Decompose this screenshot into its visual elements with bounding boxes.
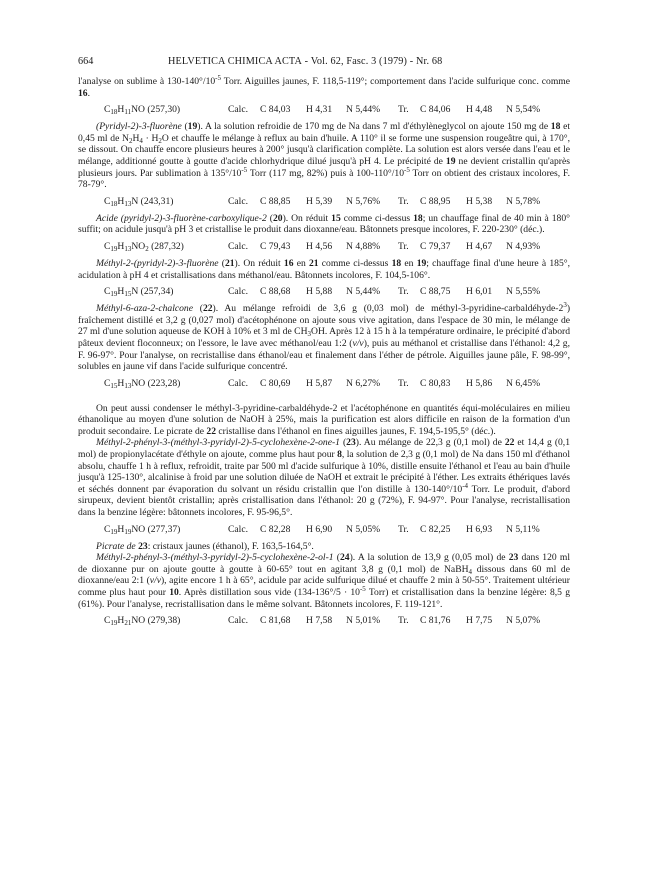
analysis-formula: $C_{19}H_{21}NO$ (279,38)	[104, 615, 181, 628]
paragraph-gap	[78, 395, 570, 403]
h-found-value: H 5,86	[466, 377, 493, 389]
calc-label: Calc.	[228, 615, 248, 627]
found-label: Tr.	[398, 286, 409, 298]
n-calc-value: N 5,05%	[346, 523, 381, 535]
n-calc-value: N 5,44%	[346, 104, 381, 116]
c-found-value: C 84,06	[420, 104, 451, 116]
c-calc-value: C 80,69	[260, 377, 291, 389]
c-calc-value: C 81,68	[260, 615, 291, 627]
n-calc-value: N 5,01%	[346, 615, 381, 627]
paragraph-compound-20: Acide (pyridyl-2)-3-fluorène-carboxylique-2 (20). On réduit 15 comme ci-dessus 18; un chauffage final de 40 min à 180° suffit; on acidule jusqu'à pH 3 et cristallise le produit dans dioxanne/eau. Bâtonnets presque incolores, F. 220-230° (déc.).	[78, 212, 570, 236]
c-calc-value: C 82,28	[260, 523, 291, 535]
c-calc-value: C 84,03	[260, 104, 291, 116]
c-found-value: C 88,95	[420, 195, 451, 207]
calc-label: Calc.	[228, 240, 248, 252]
paragraph-compound-22: Méthyl-6-aza-2-chalcone (22). Au mélange refroidi de 3,6 g (0,03 mol) de méthyl-$3-pyridine-carbaldéhyde-2^3$) fraîchement distillé et 3,2 g (0,027 mol) d'acétophénone on ajoute sous vive agitation, dans l'espace de 30 min, le mélange de 27 ml d'une solution aqueuse de KOH à 10% et 3 ml de $CH_3OH$. Après 12 à 15 h à la température ordinaire, le précipité d'abord pâteux devient floconneux; on l'essore, le lave avec méthanol/eau 1:2 (v/v), puis au méthanol et cristallise dans l'éthanol: 4,2 g, F. 96-97°. Pour l'analyse, on recristallise dans éthanol/eau et finalement dans l'éther de pétrole. Aiguilles jaune pâle, F. 98-99°, solubles en jaune vif dans l'acide sulfurique concentré.	[78, 301, 571, 373]
analysis-formula: $C_{19}H_{13}NO_2$ (287,32)	[104, 240, 184, 253]
analysis-formula: $C_{19}H_{15}N$ (257,34)	[104, 286, 174, 299]
analysis-line	[78, 378, 570, 390]
n-found-value: N 5,07%	[506, 615, 541, 627]
analysis-formula: $C_{15}H_{13}NO$ (223,28)	[104, 377, 181, 390]
h-calc-value: H 6,90	[306, 523, 333, 535]
running-head	[168, 55, 442, 69]
analysis-line	[78, 104, 570, 116]
n-found-value: N 5,54%	[506, 104, 541, 116]
c-calc-value: C 88,68	[260, 286, 291, 298]
h-found-value: H 4,67	[466, 240, 493, 252]
h-calc-value: H 7,58	[306, 615, 333, 627]
analysis-line	[78, 241, 570, 253]
calc-label: Calc.	[228, 104, 248, 116]
analysis-line	[78, 524, 570, 536]
c-calc-value: C 79,43	[260, 240, 291, 252]
page-header	[78, 55, 570, 69]
c-found-value: C 82,25	[420, 523, 451, 535]
volume-info: - Vol. 62, Fasc. 3 (1979) - Nr. 68	[301, 56, 443, 67]
n-found-value: N 5,78%	[506, 195, 541, 207]
found-label: Tr.	[398, 104, 409, 116]
h-found-value: H 4,48	[466, 104, 493, 116]
n-found-value: N 5,11%	[506, 523, 540, 535]
paragraph-compound-24: Méthyl-2-phényl-3-(méthyl-3-pyridyl-2)-5-cyclohexène-2-ol-1 (24). A la solution de 13,9 g (0,05 mol) de 23 dans 120 ml de dioxanne pur on ajoute goutte à goutte à 60-65° tout en agitant 3,8 g (0,1 mol) de NaBH$_4$ dissous dans 60 ml de dioxanne/eau 2:1 (v/v), agite encore 1 h à 65°, acidule par acide sulfurique dilué et chauffe 2 min à 50-55°. Traitement ultérieur comme plus haut pour 10. Après distillation sous vide ($134-136^\circ/5 \cdot 10^{-5}$ Torr) et cristallisation dans la benzine légère: 8,5 g (61%). Pour l'analyse, recristallisation dans le même solvant. Bâtonnets incolores, F. 119-121°.	[78, 552, 571, 610]
paragraph-alternative-condensation: On peut aussi condenser le méthyl-3-pyridine-carbaldéhyde-2 et l'acétophénone en quantités équi-moléculaires en milieu éthanolique au moyen d'une solution de NaOH à 25%, mais la purification est alors difficile en raison de la formation d'un produit secondaire. Le picrate de 22 cristallise dans l'éthanol en fines aiguilles jaunes, F. 194,5-195,5° (déc.).	[78, 402, 570, 437]
n-found-value: N 5,55%	[506, 286, 541, 298]
n-found-value: N 6,45%	[506, 377, 541, 389]
h-found-value: H 7,75	[466, 615, 493, 627]
calc-label: Calc.	[228, 195, 248, 207]
analysis-formula: $C_{18}H_{11}NO$ (257,30)	[104, 104, 181, 117]
analysis-line	[78, 196, 570, 208]
n-calc-value: N 5,44%	[346, 286, 381, 298]
article-body	[78, 76, 570, 632]
h-calc-value: H 4,56	[306, 240, 333, 252]
paragraph-picrate-23: Picrate de 23: cristaux jaunes (éthanol), F. 163,5-164,5°.	[96, 540, 314, 552]
n-calc-value: N 4,88%	[346, 240, 381, 252]
analysis-formula: $C_{18}H_{13}N$ (243,31)	[104, 195, 174, 208]
journal-title: HELVETICA CHIMICA ACTA	[168, 56, 302, 67]
h-calc-value: H 4,31	[306, 104, 333, 116]
c-found-value: C 79,37	[420, 240, 451, 252]
h-found-value: H 6,01	[466, 286, 493, 298]
h-found-value: H 5,38	[466, 195, 493, 207]
calc-label: Calc.	[228, 377, 248, 389]
analysis-line	[78, 286, 570, 298]
c-calc-value: C 88,85	[260, 195, 291, 207]
n-calc-value: N 5,76%	[346, 195, 381, 207]
n-calc-value: N 6,27%	[346, 377, 381, 389]
analysis-formula: $C_{19}H_{19}NO$ (277,37)	[104, 523, 181, 536]
found-label: Tr.	[398, 377, 409, 389]
n-found-value: N 4,93%	[506, 240, 541, 252]
h-calc-value: H 5,87	[306, 377, 333, 389]
paragraph-compound-19: (Pyridyl-2)-3-fluorène (19). A la solution refroidie de 170 mg de Na dans 7 ml d'éthylèneglycol on ajoute 150 mg de 18 et 0,45 ml de $N_2H_4 \cdot H_2O$ et chauffe le mélange à reflux au bain d'huile. A 110° il se forme une suspension rougeâtre qui, à 170°, se dissout. On chauffe encore plusieurs heures à 200° jusqu'à clarification complète. La solution est alors versée dans l'eau et le mélange, additionné goutte à goutte d'acide chlorhydrique dilué jusqu'à pH 4. Le précipité de 19 ne devient cristallin qu'après plusieurs jours. Par sublimation à $135^\circ/10^{-5}$ Torr (117 mg, 82%) puis à $100-110^\circ/10^{-5}$ Torr on obtient des cristaux incolores, F. 78-79°.	[78, 121, 570, 191]
calc-label: Calc.	[228, 286, 248, 298]
paragraph-continuation: l'analyse on sublime à $130-140^\circ/10^{-5}$ Torr. Aiguilles jaunes, F. 118,5-119°; comportement dans l'acide sulfurique conc. comme 16.	[78, 74, 570, 99]
c-found-value: C 81,76	[420, 615, 451, 627]
h-calc-value: H 5,39	[306, 195, 333, 207]
found-label: Tr.	[398, 195, 409, 207]
h-found-value: H 6,93	[466, 523, 493, 535]
found-label: Tr.	[398, 240, 409, 252]
paragraph-compound-23: Méthyl-2-phényl-3-(méthyl-3-pyridyl-2)-5-cyclohexène-2-one-1 (23). Au mélange de 22,3 g (0,1 mol) de 22 et 14,4 g (0,1 mol) de propionylacétate d'éthyle on ajoute, comme plus haut pour 8, la solution de 2,3 g (0,1 mol) de Na dans 150 ml d'éthanol absolu, chauffe 1 h à reflux, refroidit, traite par 500 ml d'acide sulfurique à 10%, distille ensuite l'éthanol et l'eau au bain d'huile jusqu'à 125-130°, alcalinise à froid par une solution diluée de NaOH et extrait le précipité à l'éther. Les extraits éthériques lavés et séchés donnent par évaporation du solvant un résidu cristallin que l'on distille à $130-140^\circ/10^{-4}$ Torr. Le produit, d'abord sirupeux, devient bientôt cristallin; après cristallisation dans l'éthanol: 20 g (72%), F. 94-97°. Pour l'analyse, recristallisation dans la benzine légère: bâtonnets incolores, F. 95-96,5°.	[78, 437, 571, 519]
analysis-line	[78, 615, 570, 627]
found-label: Tr.	[398, 523, 409, 535]
found-label: Tr.	[398, 615, 409, 627]
paragraph-compound-21: Méthyl-2-(pyridyl-2)-3-fluorène (21). On réduit 16 en 21 comme ci-dessus 18 en 19; chauffage final d'une heure à 185°, acidulation à pH 4 et cristallisations dans méthanol/eau. Bâtonnets incolores, F. 104,5-106°.	[78, 257, 570, 281]
c-found-value: C 80,83	[420, 377, 451, 389]
c-found-value: C 88,75	[420, 286, 451, 298]
page-number: 664	[78, 56, 94, 67]
calc-label: Calc.	[228, 523, 248, 535]
h-calc-value: H 5,88	[306, 286, 333, 298]
